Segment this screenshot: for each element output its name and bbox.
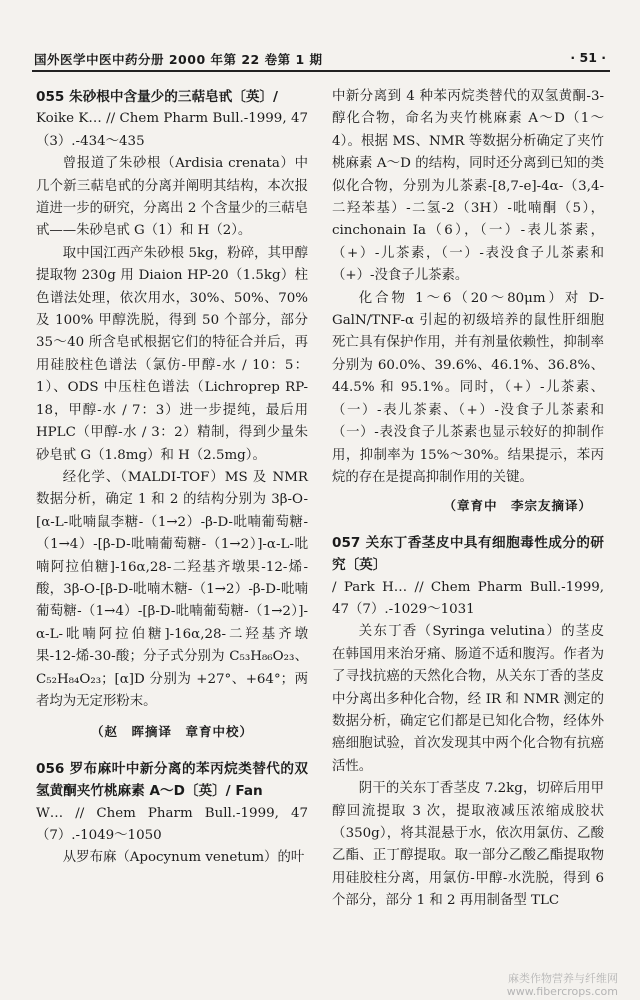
entry-056-signature: （章育中 李宗友摘译） [443, 498, 592, 514]
page-number: · 51 · [570, 50, 606, 65]
journal-title: 国外医学中医中药分册 2000 年第 22 卷第 1 期 [34, 52, 323, 67]
site-watermark [507, 972, 618, 998]
entry-056-paragraph-2: 化合物 1～6（20～80μm）对 D-GalN/TNF-α 引起的初级培养的鼠性肝细胞死亡具有保护作用，并有剂量依赖性，抑制率分别为 60.0%、39.6%、46.1%、36.8%、44.5% 和 95.1%。同时，（+）-儿茶素、（一）-表儿茶素、（+）-没食子儿茶素和（一）-表没食子儿茶素也显示较好的抑制作用，抑制率为 15%～30%。结果提示，苯丙烷的存在是提高抑制作用的关键。 [332, 290, 604, 485]
watermark-line-1: 麻类作物营养与纤维网 [508, 972, 618, 985]
watermark-line-2: www.fibercrops.com [506, 985, 618, 998]
entry-055-paragraph-2: 取中国江西产朱砂根 5kg，粉碎，其甲醇提取物 230g 用 Diaion HP-20（1.5kg）柱色谱法处理，依次用水，30%、50%、70% 及 100% 甲醇洗脱，得到 50 个部分，部分 35～40 所含皂甙根据它们的特征合并后，再用硅胶柱色谱法（氯仿-甲醇-水 / 10：5：1）、ODS 中压柱色谱法（Lichroprep RP-18，甲醇-水 / 7：3）进一步提纯，最后用 HPLC（甲醇-水 / 3：2）精制，得到少量朱砂皂甙 G（1.8mg）和 H（2.5mg）。 [36, 245, 308, 463]
entry-057-title: 057 关东丁香茎皮中具有细胞毒性成分的研究〔英〕 [332, 534, 604, 574]
left-column [36, 86, 308, 870]
entry-055-paragraph-1: 曾报道了朱砂根（Ardisia crenata）中几个新三萜皂甙的分离并阐明其结构，本次报道进一步的研究，分离出 2 个含量少的三萜皂甙——朱砂皂甙 G（1）和 H（2）。 [36, 156, 308, 239]
entry-056-paragraph-1: 从罗布麻（Apocynum venetum）的叶 [62, 850, 305, 866]
entry-056-paragraph-1-cont: 中新分离到 4 种苯丙烷类替代的双氢黄酮-3-醇化合物，命名为夹竹桃麻素 A～D（1～4）。根据 MS、NMR 等数据分析确定了夹竹桃麻素 A～D 的结构，同时还分离到已知的类似化合物，分别为儿茶素-[8,7-e]-4α-（3,4-二羟苯基）-二氢-2（3H）-吡喃酮（5），cinchonain Ia（6），（一）-表儿茶素，（+）-儿茶素，（一）-表没食子儿茶素和（+）-没食子儿茶素。 [332, 89, 604, 284]
entry-057-citation: / Park H… // Chem Pharm Bull.-1999, 47（7）.-1029～1031 [332, 579, 604, 617]
entry-056-citation: W… // Chem Pharm Bull.-1999, 47（7）.-1049～1050 [36, 805, 308, 843]
entry-055-citation: Koike K… // Chem Pharm Bull.-1999, 47（3）.-434～435 [36, 111, 308, 149]
entry-055-paragraph-3: 经化学、（MALDI-TOF）MS 及 NMR 数据分析，确定 1 和 2 的结构分别为 3β-O-[α-L-吡喃鼠李糖-（1→2）-β-D-吡喃葡萄糖-（1→4）-[β-D-吡喃葡萄糖-（1→2）]-α-L-吡喃阿拉伯糖]-16α,28-二羟基齐墩果-12-烯-酸，3β-O-[β-D-吡喃木糖-（1→2）-β-D-吡喃葡萄糖-（1→4）-[β-D-吡喃葡萄糖-（1→2）]-α-L-吡喃阿拉伯糖]-16α,28-二羟基齐墩果-12-烯-30-酸；分子式分别为 C₅₃H₈₆O₂₃、C₅₂H₈₄O₂₃；[α]D 分别为 +27°、+64°；两者均为无定形粉末。 [36, 469, 308, 709]
entry-057-paragraph-2: 阴干的关东丁香茎皮 7.2kg，切碎后用甲醇回流提取 3 次，提取液减压浓缩成胶状（350g），将其混悬于水，依次用氯仿、乙酸乙酯、正丁醇提取。取一部分乙酸乙酯提取物用硅胶柱分离，用氯仿-甲醇-水洗脱，得到 6 个部分，部分 1 和 2 再用制备型 TLC [332, 781, 604, 909]
right-column [332, 86, 604, 913]
entry-055-signature: （赵 晖摘译 章育中校） [90, 724, 253, 740]
running-header [32, 46, 610, 72]
entry-055-title: 055 朱砂根中含量少的三萜皂甙〔英〕/ [36, 89, 278, 105]
entry-057-paragraph-1: 关东丁香（Syringa velutina）的茎皮在韩国用来治牙痛、肠道不适和腹泻。作者为了寻找抗癌的天然化合物，从关东丁香的茎皮中分离出多种化合物，经 IR 和 NMR 测定的数据分析，确定它们都是已知化合物，经体外癌细胞试验，首次发现其中两个化合物有抗癌活性。 [332, 624, 604, 774]
entry-056-title: 056 罗布麻叶中新分离的苯丙烷类替代的双氢黄酮夹竹桃麻素 A～D〔英〕/ Fan [36, 760, 308, 800]
